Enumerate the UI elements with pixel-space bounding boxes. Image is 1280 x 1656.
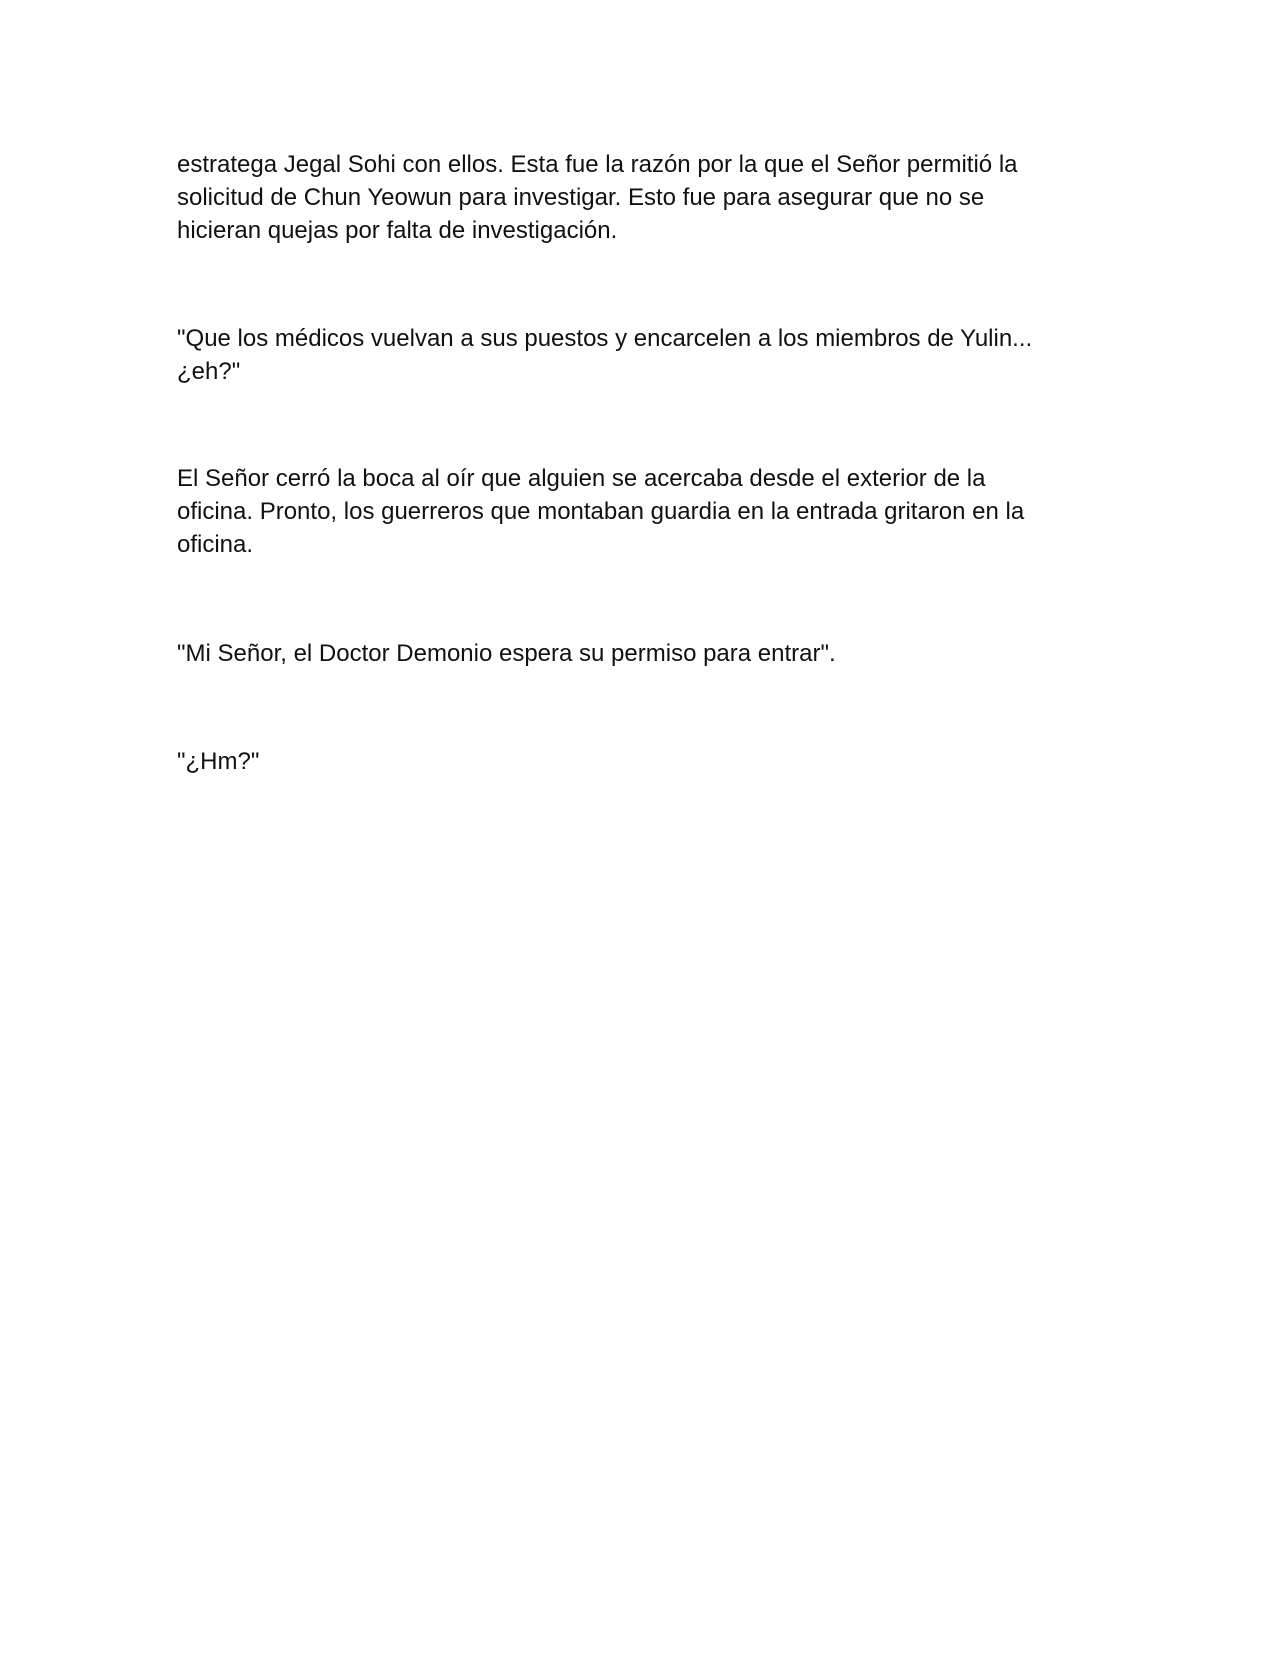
paragraph <box>177 745 1097 778</box>
paragraph <box>177 148 1097 247</box>
paragraph <box>177 462 1097 561</box>
text-line: solicitud de Chun Yeowun para investigar. Esto fue para asegurar que no se <box>177 184 985 211</box>
text-line: hicieran quejas por falta de investigación. <box>177 217 618 244</box>
text-line: "¿Hm?" <box>177 748 260 775</box>
text-line: oficina. <box>177 531 254 558</box>
text-line: estratega Jegal Sohi con ellos. Esta fue la razón por la que el Señor permitió la <box>177 151 1018 178</box>
text-line: oficina. Pronto, los guerreros que montaban guardia en la entrada gritaron en la <box>177 498 1025 525</box>
paragraph <box>177 322 1097 388</box>
text-line: El Señor cerró la boca al oír que alguien se acercaba desde el exterior de la <box>177 465 986 492</box>
text-line: "Que los médicos vuelvan a sus puestos y encarcelen a los miembros de Yulin... <box>177 325 1033 352</box>
paragraph <box>177 637 1097 670</box>
text-line: ¿eh?" <box>177 358 241 385</box>
text-line: "Mi Señor, el Doctor Demonio espera su permiso para entrar". <box>177 640 836 667</box>
